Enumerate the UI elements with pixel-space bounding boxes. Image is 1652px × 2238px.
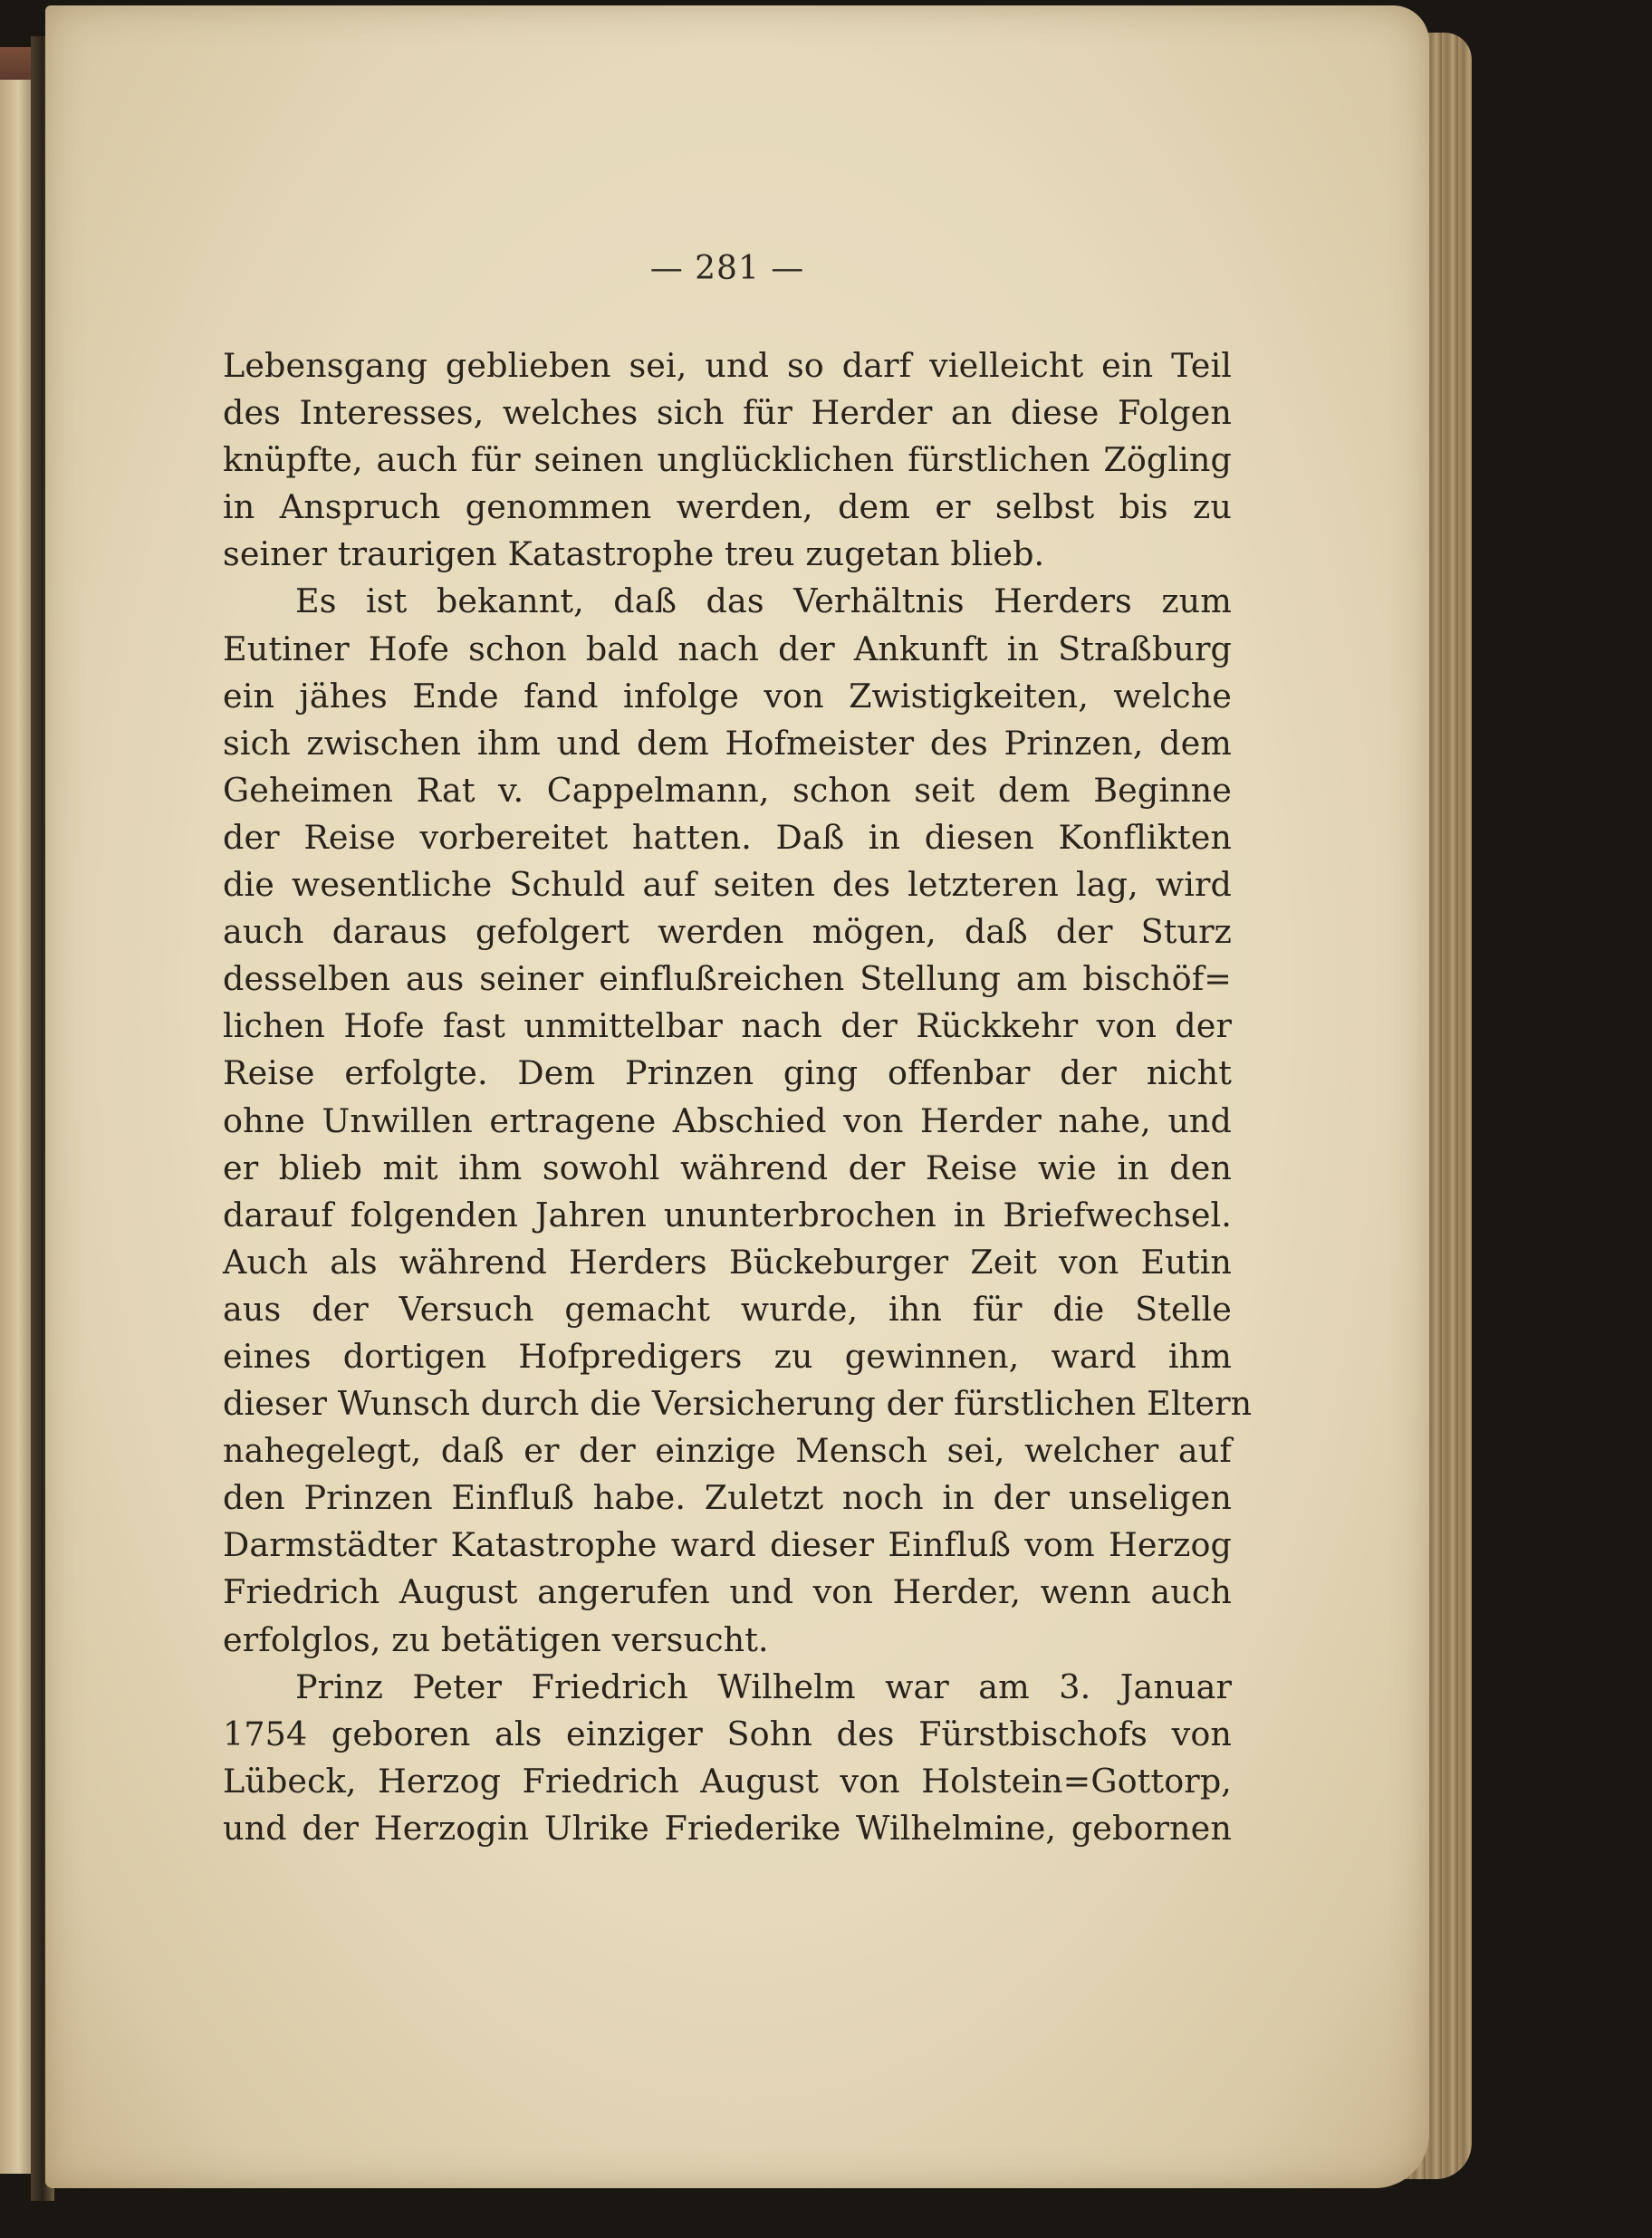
text-line: desselben aus seiner einflußreichen Stellung am bischöf= xyxy=(223,959,1232,999)
text-line: ein jähes Ende fand infolge von Zwistigkeiten, welche xyxy=(223,676,1232,716)
text-line: er blieb mit ihm sowohl während der Reise wie in den xyxy=(223,1148,1232,1187)
text-line: Auch als während Herders Bückeburger Zeit von Eutin xyxy=(223,1242,1232,1282)
text-line: die wesentliche Schuld auf seiten des letzteren lag, wird xyxy=(223,865,1232,905)
text-line: Lebensgang geblieben sei, und so darf vielleicht ein Teil xyxy=(223,346,1232,385)
text-line: der Reise vorbereitet hatten. Daß in diesen Konflikten xyxy=(223,817,1232,857)
text-line: seiner traurigen Katastrophe treu zugetan blieb. xyxy=(223,534,1045,574)
text-line: sich zwischen ihm und dem Hofmeister des Prinzen, dem xyxy=(223,723,1232,763)
text-line: ohne Unwillen ertragene Abschied von Herder nahe, und xyxy=(223,1100,1232,1140)
text-line: auch daraus gefolgert werden mögen, daß der Sturz xyxy=(223,912,1232,952)
body-text xyxy=(223,342,1253,1852)
text-line: nahegelegt, daß er der einzige Mensch sei, welcher auf xyxy=(223,1431,1232,1471)
text-line: Es ist bekannt, daß das Verhältnis Herders zum xyxy=(295,581,1232,621)
text-line: Lübeck, Herzog Friedrich August von Holstein=Gottorp, xyxy=(223,1761,1232,1801)
facing-page-edge xyxy=(0,63,31,2174)
text-line: den Prinzen Einfluß habe. Zuletzt noch in der unseligen xyxy=(223,1478,1232,1518)
text-line: Reise erfolgte. Dem Prinzen ging offenbar der nicht xyxy=(223,1053,1232,1093)
text-line: des Interesses, welches sich für Herder an diese Folgen xyxy=(223,393,1232,433)
text-line: Geheimen Rat v. Cappelmann, schon seit dem Beginne xyxy=(223,770,1232,810)
text-line: Eutiner Hofe schon bald nach der Ankunft in Straßburg xyxy=(223,629,1232,668)
text-line: lichen Hofe fast unmittelbar nach der Rückkehr von der xyxy=(223,1006,1232,1046)
text-line: eines dortigen Hofpredigers zu gewinnen, ward ihm xyxy=(223,1336,1232,1376)
text-line: Friedrich August angerufen und von Herder, wenn auch xyxy=(223,1572,1232,1612)
text-line: dieser Wunsch durch die Versicherung der fürstlichen Eltern xyxy=(223,1384,1253,1424)
text-line: erfolglos, zu betätigen versucht. xyxy=(223,1619,769,1659)
text-line: Prinz Peter Friedrich Wilhelm war am 3. Januar xyxy=(295,1666,1232,1706)
text-line: in Anspruch genommen werden, dem er selbst bis zu xyxy=(223,487,1232,527)
text-line: und der Herzogin Ulrike Friederike Wilhelmine, gebornen xyxy=(223,1808,1232,1848)
text-line: darauf folgenden Jahren ununterbrochen in Briefwechsel. xyxy=(223,1195,1232,1234)
book-page xyxy=(45,5,1429,2188)
text-line: knüpfte, auch für seinen unglücklichen fürstlichen Zögling xyxy=(223,440,1232,480)
text-line: Darmstädter Katastrophe ward dieser Einfluß vom Herzog xyxy=(223,1525,1232,1565)
page-number: — 281 — xyxy=(649,250,805,287)
text-line: aus der Versuch gemacht wurde, ihn für die Stelle xyxy=(223,1289,1232,1329)
text-line: 1754 geboren als einziger Sohn des Fürstbischofs von xyxy=(223,1714,1232,1753)
